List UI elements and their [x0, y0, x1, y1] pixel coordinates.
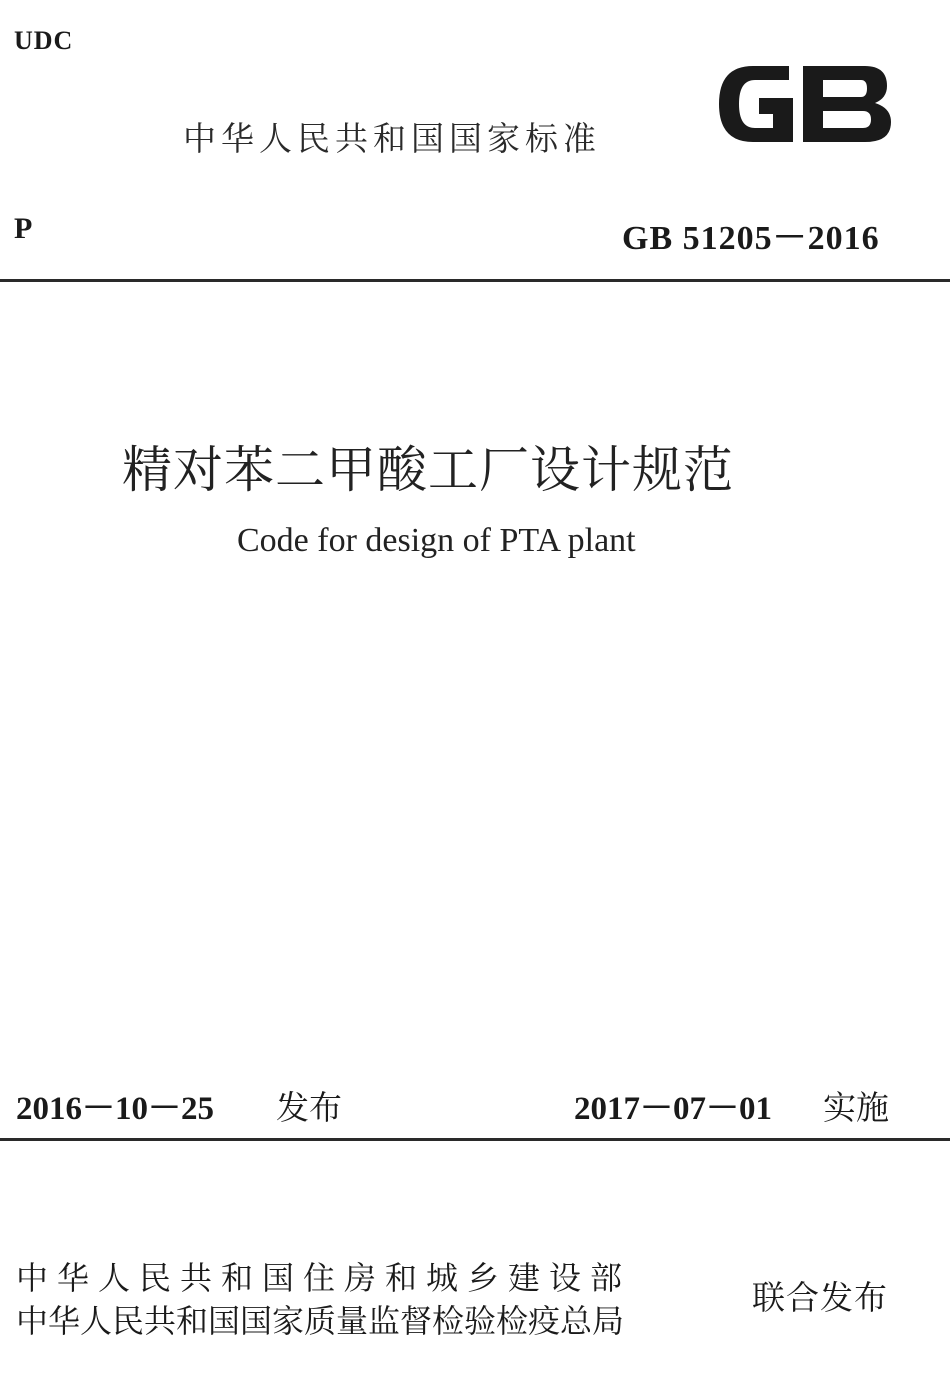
implement-label: 实施 [823, 1088, 889, 1127]
standard-number: GB 51205－2016 [622, 220, 880, 257]
issue-label: 发布 [276, 1088, 342, 1127]
category-code: P [14, 212, 33, 245]
document-title-zh: 精对苯二甲酸工厂设计规范 [122, 441, 734, 499]
publisher-line-1: 中华人民共和国住房和城乡建设部 [16, 1259, 632, 1297]
header-divider [0, 279, 950, 282]
footer-divider [0, 1138, 950, 1141]
document-title-en: Code for design of PTA plant [237, 522, 636, 559]
publisher-line-2: 中华人民共和国国家质量监督检验检疫总局 [16, 1302, 625, 1340]
gb-logo [715, 58, 895, 150]
udc-label: UDC [14, 26, 74, 55]
joint-publish-label: 联合发布 [752, 1278, 888, 1317]
issue-date: 2016－10－25 [16, 1091, 214, 1127]
national-standard-heading: 中华人民共和国国家标准 [183, 119, 601, 158]
implement-date: 2017－07－01 [574, 1091, 772, 1127]
